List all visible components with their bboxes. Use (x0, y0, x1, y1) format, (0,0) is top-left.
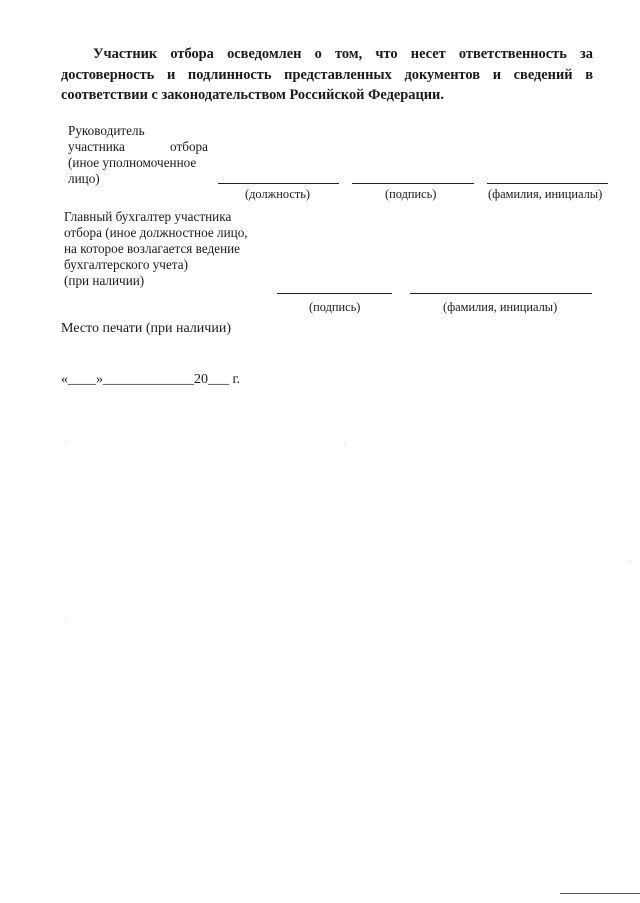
accountant-label-line-3: на которое возлагается ведение (64, 241, 241, 256)
statement-line-3: соответствии с законодательством Российской Федерации. (61, 87, 444, 103)
accountant-signature-caption: (подпись) (309, 300, 361, 314)
head-position-line (218, 183, 339, 184)
scan-speck (66, 619, 67, 620)
date-line: «____»_____________20___ г. (61, 372, 241, 387)
head-label-line-1: Руководитель (68, 123, 145, 138)
accountant-signatory-label (64, 209, 274, 289)
scan-speck (66, 441, 67, 442)
head-position-caption: (должность) (245, 187, 311, 201)
accountant-signature-line (277, 293, 392, 294)
head-signatory-label (68, 123, 208, 187)
scan-speck (344, 443, 345, 444)
head-name-caption: (фамилия, инициалы) (488, 187, 603, 201)
accountant-name-line (410, 293, 592, 294)
head-label-line-3: (иное уполномоченное (68, 155, 197, 170)
responsibility-statement (61, 44, 593, 106)
statement-line-2: достоверность и подлинность представленных документов и сведений в (61, 66, 593, 83)
scan-edge-line (560, 893, 640, 894)
scan-speck (630, 560, 631, 561)
accountant-label-line-4: бухгалтерского учета) (64, 257, 188, 272)
head-signature-caption: (подпись) (385, 187, 437, 201)
stamp-place-label: Место печати (при наличии) (61, 321, 231, 336)
accountant-label-line-1: Главный бухгалтер участника (64, 209, 232, 224)
accountant-label-line-2: отбора (иное должностное лицо, (64, 225, 248, 240)
head-label-line-4: лицо) (68, 171, 100, 186)
head-name-line (487, 183, 608, 184)
head-label-line-2: участника отбора (68, 139, 208, 154)
head-signature-line (352, 183, 474, 184)
statement-line-1: Участник отбора осведомлен о том, что несет ответственность за (93, 46, 593, 62)
accountant-label-line-5: (при наличии) (64, 273, 145, 288)
accountant-name-caption: (фамилия, инициалы) (443, 300, 558, 314)
